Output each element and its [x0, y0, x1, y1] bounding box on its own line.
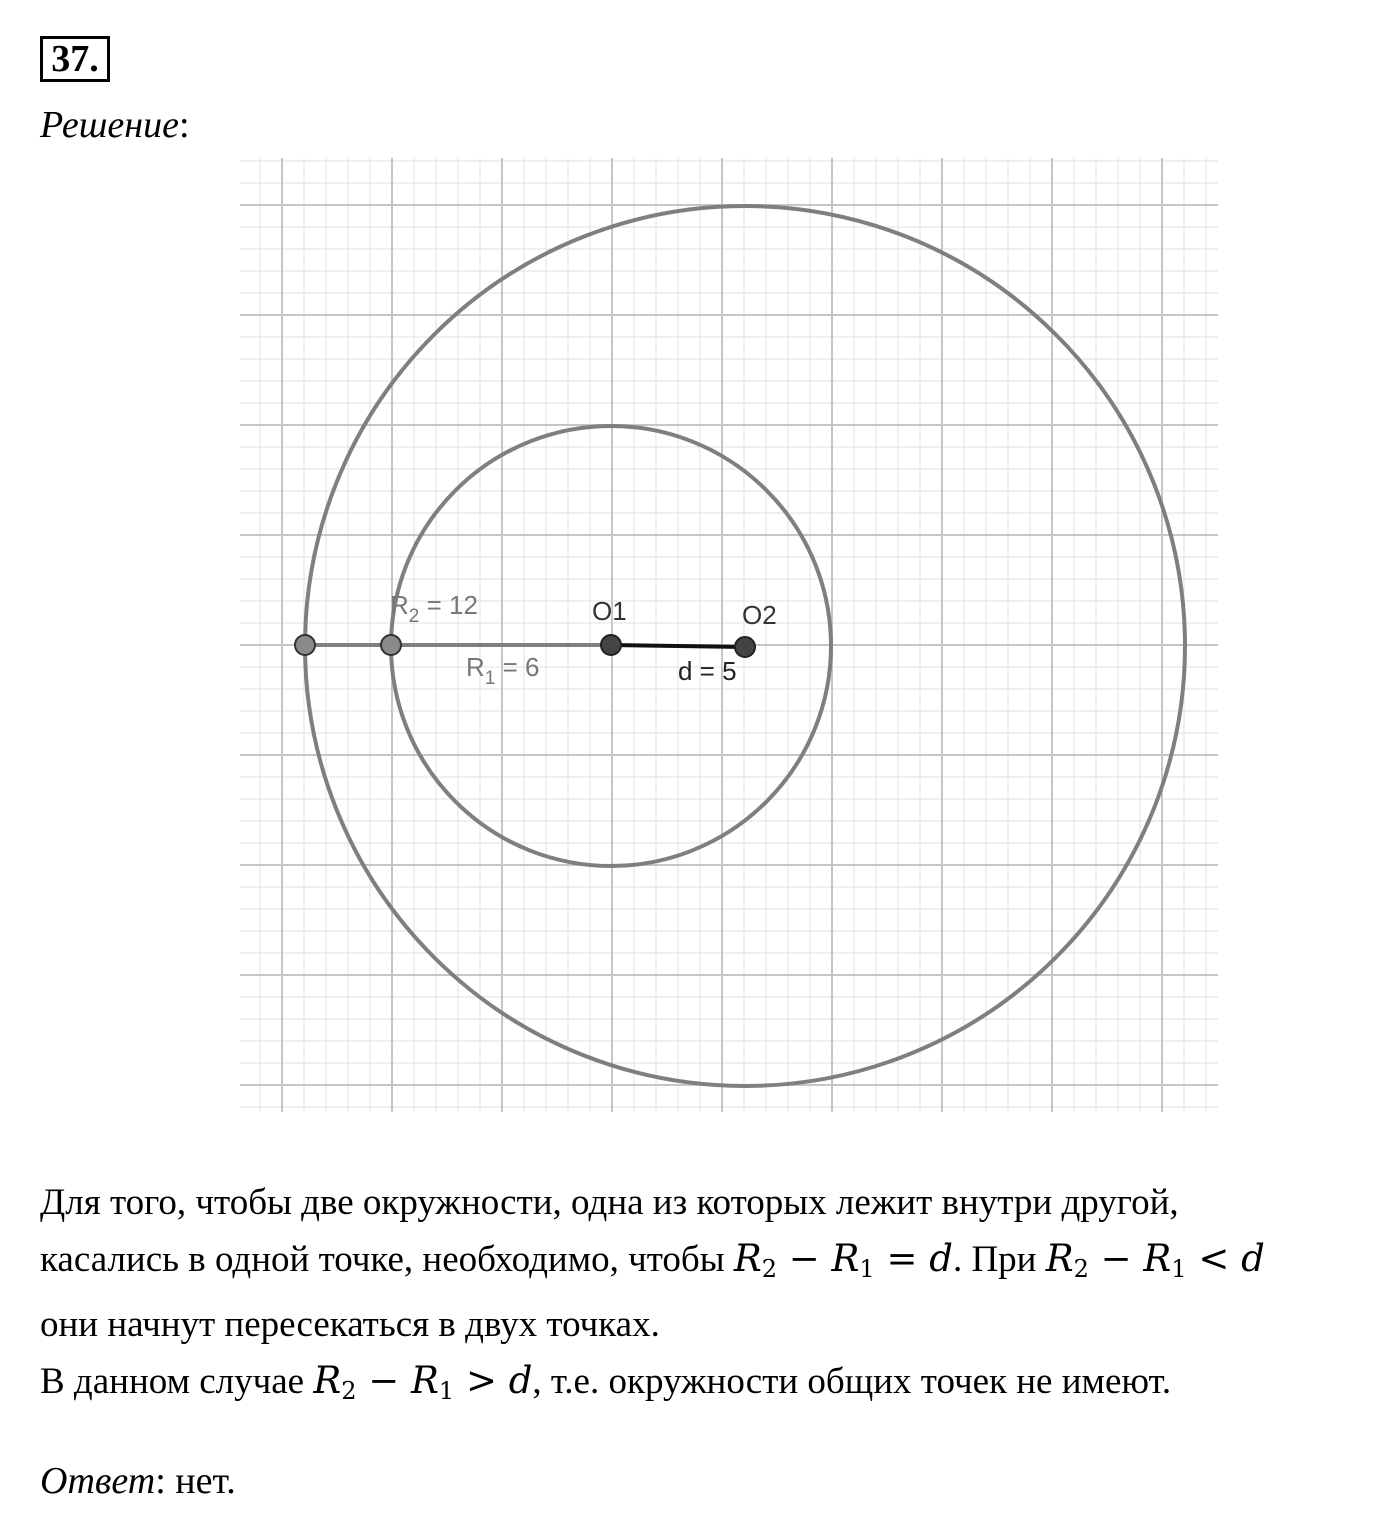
formula-equal: $R_2 - R_1 = d$: [733, 1237, 953, 1283]
label-r2: $R_2 = 12$: [390, 590, 478, 627]
label-d: d = 5: [678, 656, 737, 686]
text-line-4: В данном случае $R_2 - R_1 > d$, т.е. окружности общих точек не имеют.: [40, 1359, 1172, 1405]
point-o1: [601, 635, 621, 655]
label-o2: O2: [742, 600, 777, 630]
answer: [40, 1458, 236, 1504]
answer-label: Ответ: [40, 1460, 156, 1502]
text-line-2: касались в одной точке, необходимо, чтобы $R_2 - R_1 = d$. При $R_2 - R_1 < d$: [40, 1237, 1265, 1283]
formula-greater: $R_2 - R_1 > d$: [313, 1359, 533, 1405]
solution-label-text: Решение: [40, 104, 179, 146]
text-line-1: Для того, чтобы две окружности, одна из которых лежит внутри другой,: [40, 1182, 1179, 1223]
label-o1: O1: [592, 596, 627, 626]
label-r1: $R_1 = 6$: [466, 652, 540, 689]
distance-d-segment: [611, 645, 745, 647]
problem-number: 37.: [40, 36, 110, 82]
solution-colon: :: [178, 104, 190, 146]
answer-colon: :: [155, 1460, 176, 1502]
formula-less: $R_2 - R_1 < d$: [1045, 1237, 1265, 1283]
point-o2: [735, 637, 755, 657]
answer-value: нет.: [175, 1460, 236, 1502]
text-line-3: они начнут пересекаться в двух точках.: [40, 1304, 660, 1345]
solution-text: [40, 1175, 1370, 1419]
point-inner-left: [381, 635, 401, 655]
point-outer-left: [295, 635, 315, 655]
